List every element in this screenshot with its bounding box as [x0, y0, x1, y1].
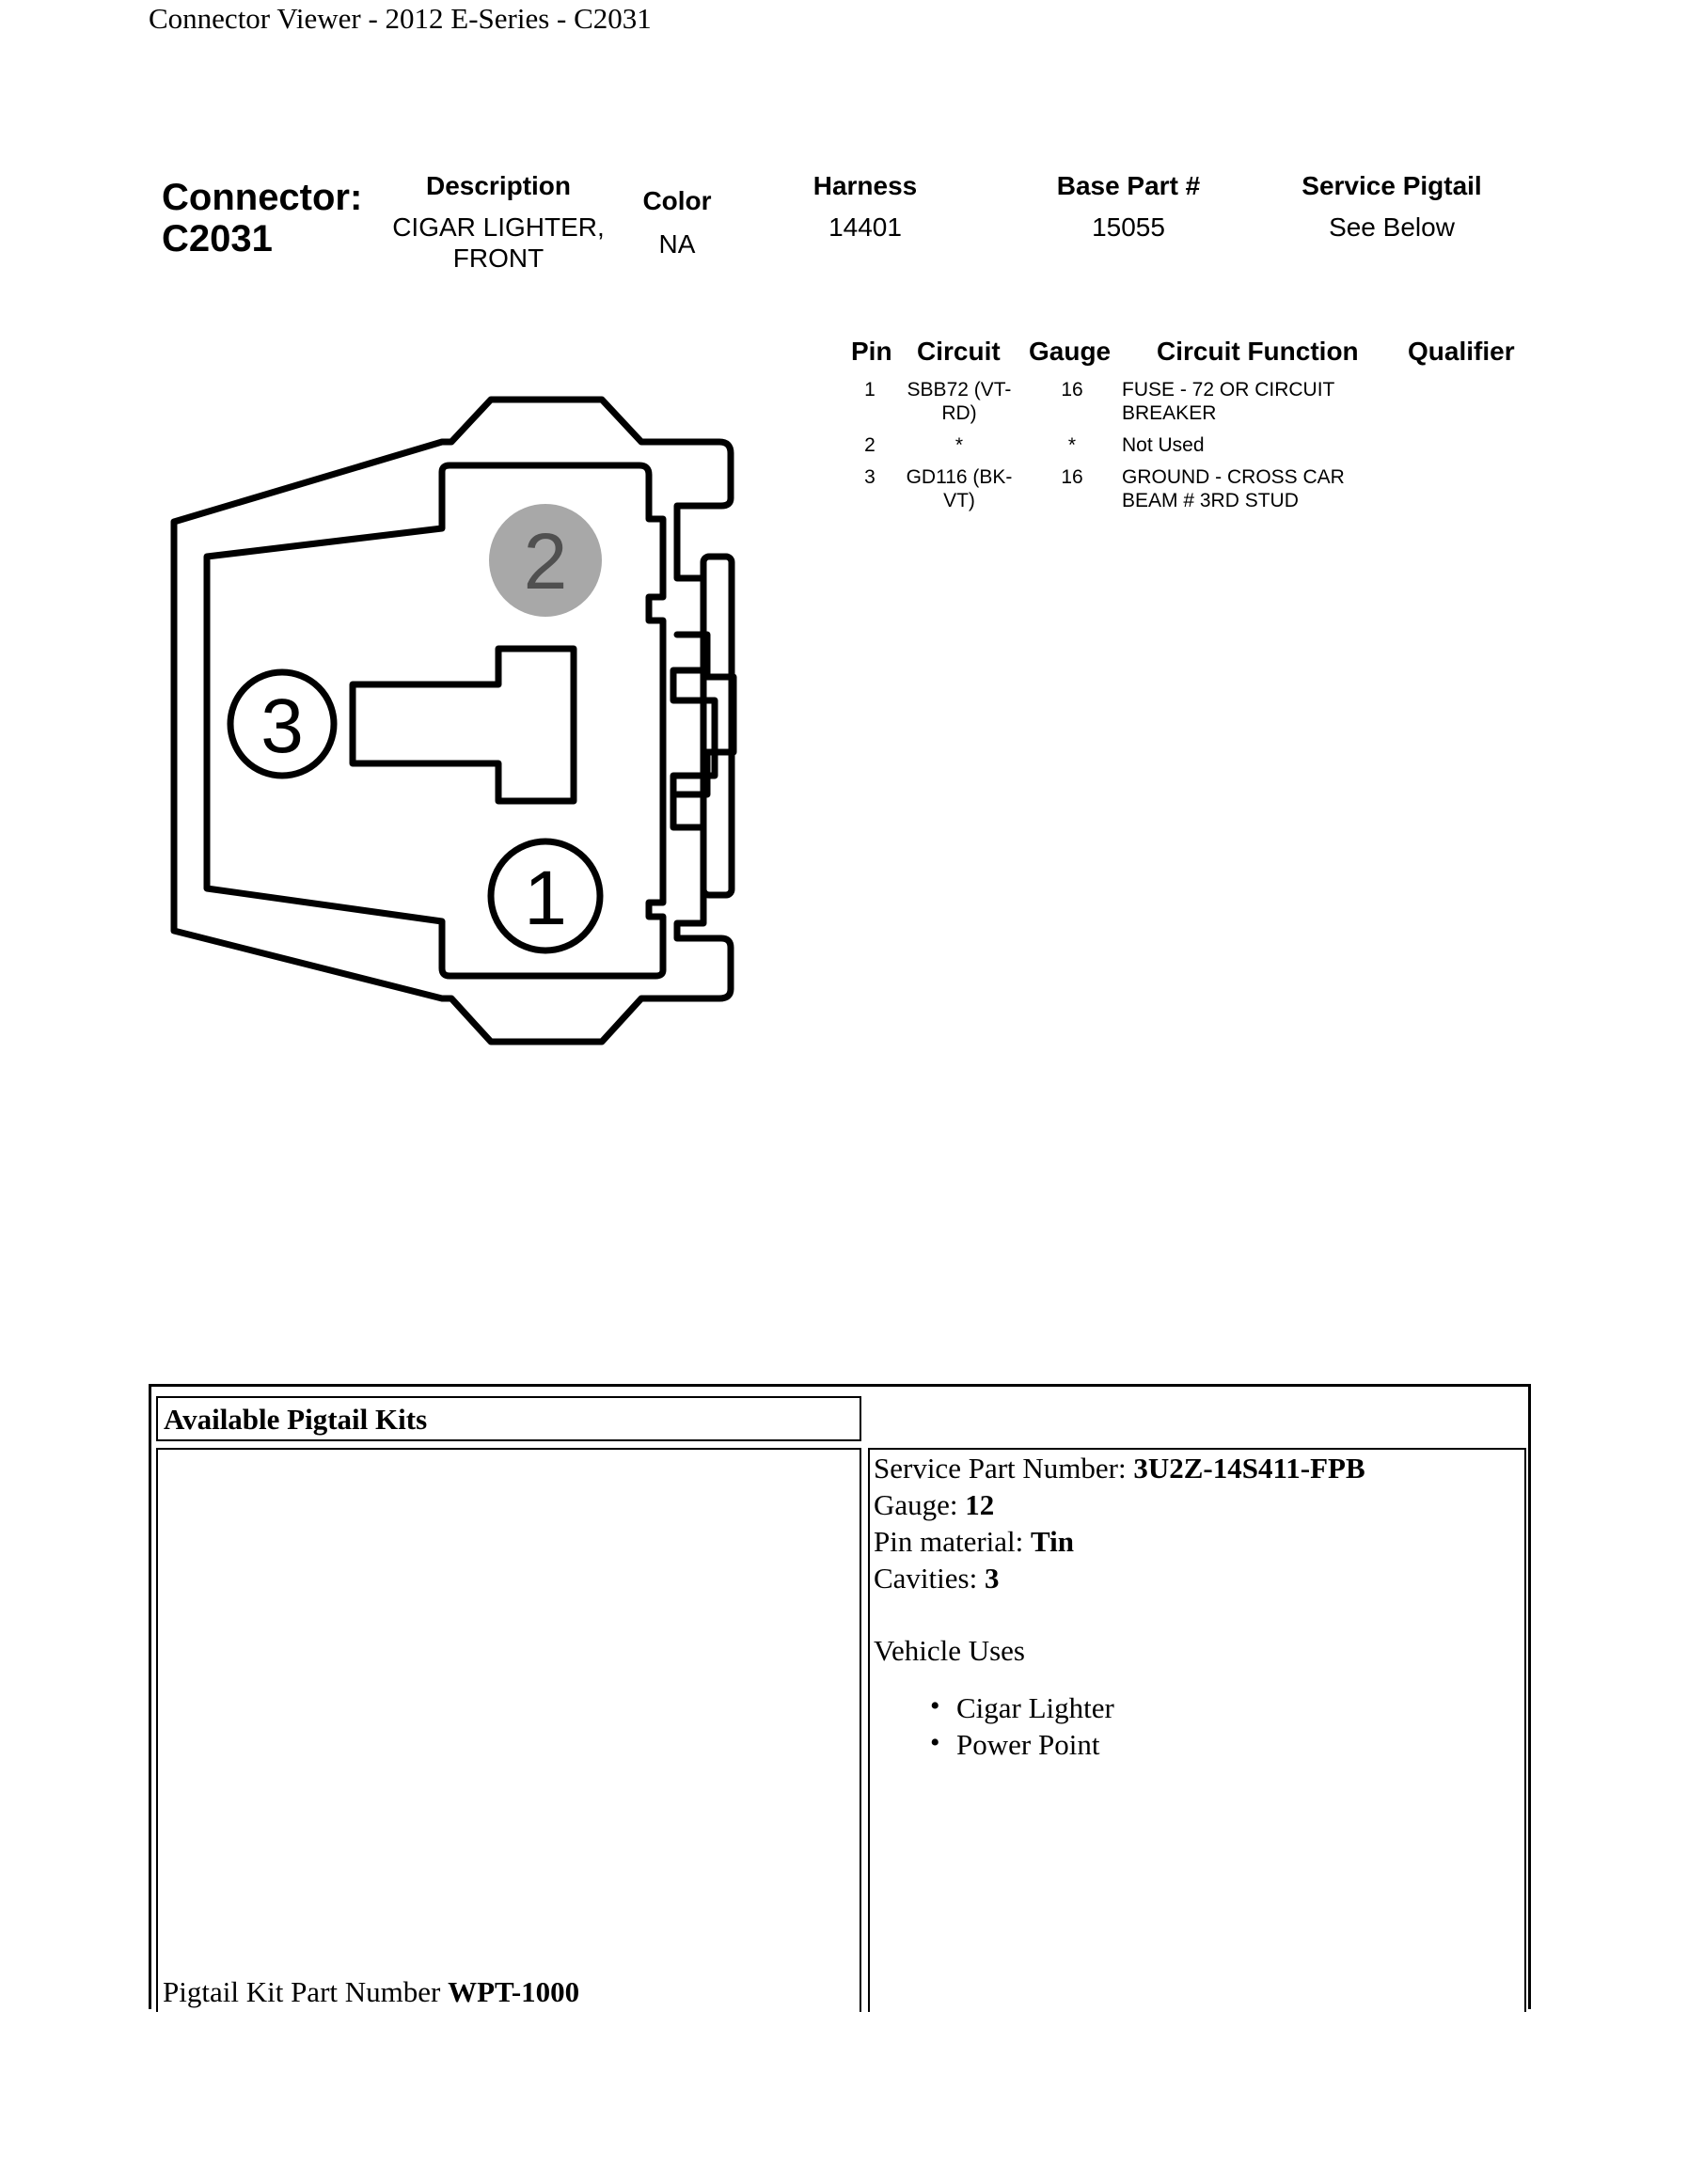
vehicle-uses-list: [930, 1689, 1521, 1763]
pin-circuit-line-1: SBB72 (VT-: [907, 379, 1012, 401]
service-part-number: [874, 1450, 1521, 1486]
connector-face-diagram: [169, 395, 828, 1072]
service-pigtail-value: See Below: [1329, 212, 1455, 242]
service-pigtail-header: Service Pigtail: [1301, 171, 1482, 200]
qualifier-header: Qualifier: [1408, 337, 1515, 366]
pin-circuit-line-1: GD116 (BK-: [906, 466, 1013, 488]
kit-label: Pigtail Kit Part Number: [163, 1975, 449, 2008]
pin-circuit-line-2: RD): [941, 402, 977, 424]
description-line-2: FRONT: [452, 244, 544, 273]
connector-id: C2031: [162, 218, 273, 259]
gauge-value: 12: [965, 1488, 995, 1521]
pin-1-label: 1: [524, 856, 567, 941]
pin-header: Pin: [851, 337, 892, 366]
pigtail-kit-part-number: [163, 1973, 579, 2010]
pigtail-kits-table: [149, 1384, 1531, 2009]
pin-circuit: [898, 378, 1020, 425]
pin-circuit-line-2: VT): [943, 490, 975, 511]
pin-3-label: 3: [260, 683, 304, 769]
pin-gauge: *: [1067, 434, 1077, 456]
description-value: [376, 212, 621, 274]
connector-heading: [162, 177, 362, 259]
page-title: Connector Viewer - 2012 E-Series - C2031: [149, 2, 652, 35]
pin-circuit: *: [954, 434, 964, 456]
service-part-value: 3U2Z-14S411-FPB: [1133, 1452, 1365, 1485]
pin-circuit: [898, 465, 1020, 512]
pin-material-label: Pin material:: [874, 1525, 1032, 1558]
pigtail-header-cell: [156, 1396, 861, 1441]
circuit-function-header: Circuit Function: [1157, 337, 1359, 366]
description-header: Description: [425, 171, 572, 200]
vehicle-use-item: • Power Point: [930, 1726, 1521, 1763]
harness-header: Harness: [812, 171, 918, 200]
pin-function-line-1: FUSE - 72 OR CIRCUIT: [1122, 379, 1335, 401]
pin-material-value: Tin: [1031, 1525, 1075, 1558]
pigtail-header: Available Pigtail Kits: [164, 1403, 428, 1436]
description-line-1: CIGAR LIGHTER,: [392, 212, 605, 242]
pin-gauge: 16: [1061, 466, 1083, 488]
base-part-header: Base Part #: [1056, 171, 1201, 200]
pin-function-line-2: BEAM # 3RD STUD: [1122, 490, 1299, 511]
pin-function-line-2: BREAKER: [1122, 402, 1217, 424]
pin-number: 1: [864, 379, 876, 401]
pin-function-line-1: GROUND - CROSS CAR: [1122, 466, 1345, 488]
pin-function: [1122, 465, 1404, 512]
kit-value: WPT-1000: [448, 1975, 580, 2008]
circuit-header: Circuit: [917, 337, 1001, 366]
pin-2-label: 2: [523, 517, 568, 605]
cavities-value: 3: [984, 1562, 1000, 1595]
pin-material: [874, 1523, 1521, 1560]
pin-function: Not Used: [1122, 434, 1205, 456]
cavities-label: Cavities:: [874, 1562, 985, 1595]
color-value: NA: [658, 229, 696, 259]
connector-label: Connector:: [162, 177, 363, 218]
gauge-header: Gauge: [1029, 337, 1112, 366]
pin-number: 3: [864, 466, 876, 488]
key-slot: [353, 649, 574, 801]
service-part-label: Service Part Number:: [874, 1452, 1134, 1485]
pin-number: 2: [864, 434, 876, 456]
pigtail-details-cell: [868, 1448, 1526, 2012]
color-header: Color: [642, 186, 712, 215]
cavities: [874, 1560, 1521, 1596]
vehicle-uses-label: Vehicle Uses: [874, 1634, 1025, 1667]
harness-value: 14401: [828, 212, 902, 242]
gauge-label: Gauge:: [874, 1488, 966, 1521]
base-part-value: 15055: [1092, 212, 1165, 242]
pin-gauge: 16: [1061, 379, 1083, 401]
pigtail-image-cell: [156, 1448, 861, 2012]
vehicle-use-item: • Cigar Lighter: [930, 1689, 1521, 1726]
pigtail-gauge: [874, 1486, 1521, 1523]
pin-function: [1122, 378, 1404, 425]
